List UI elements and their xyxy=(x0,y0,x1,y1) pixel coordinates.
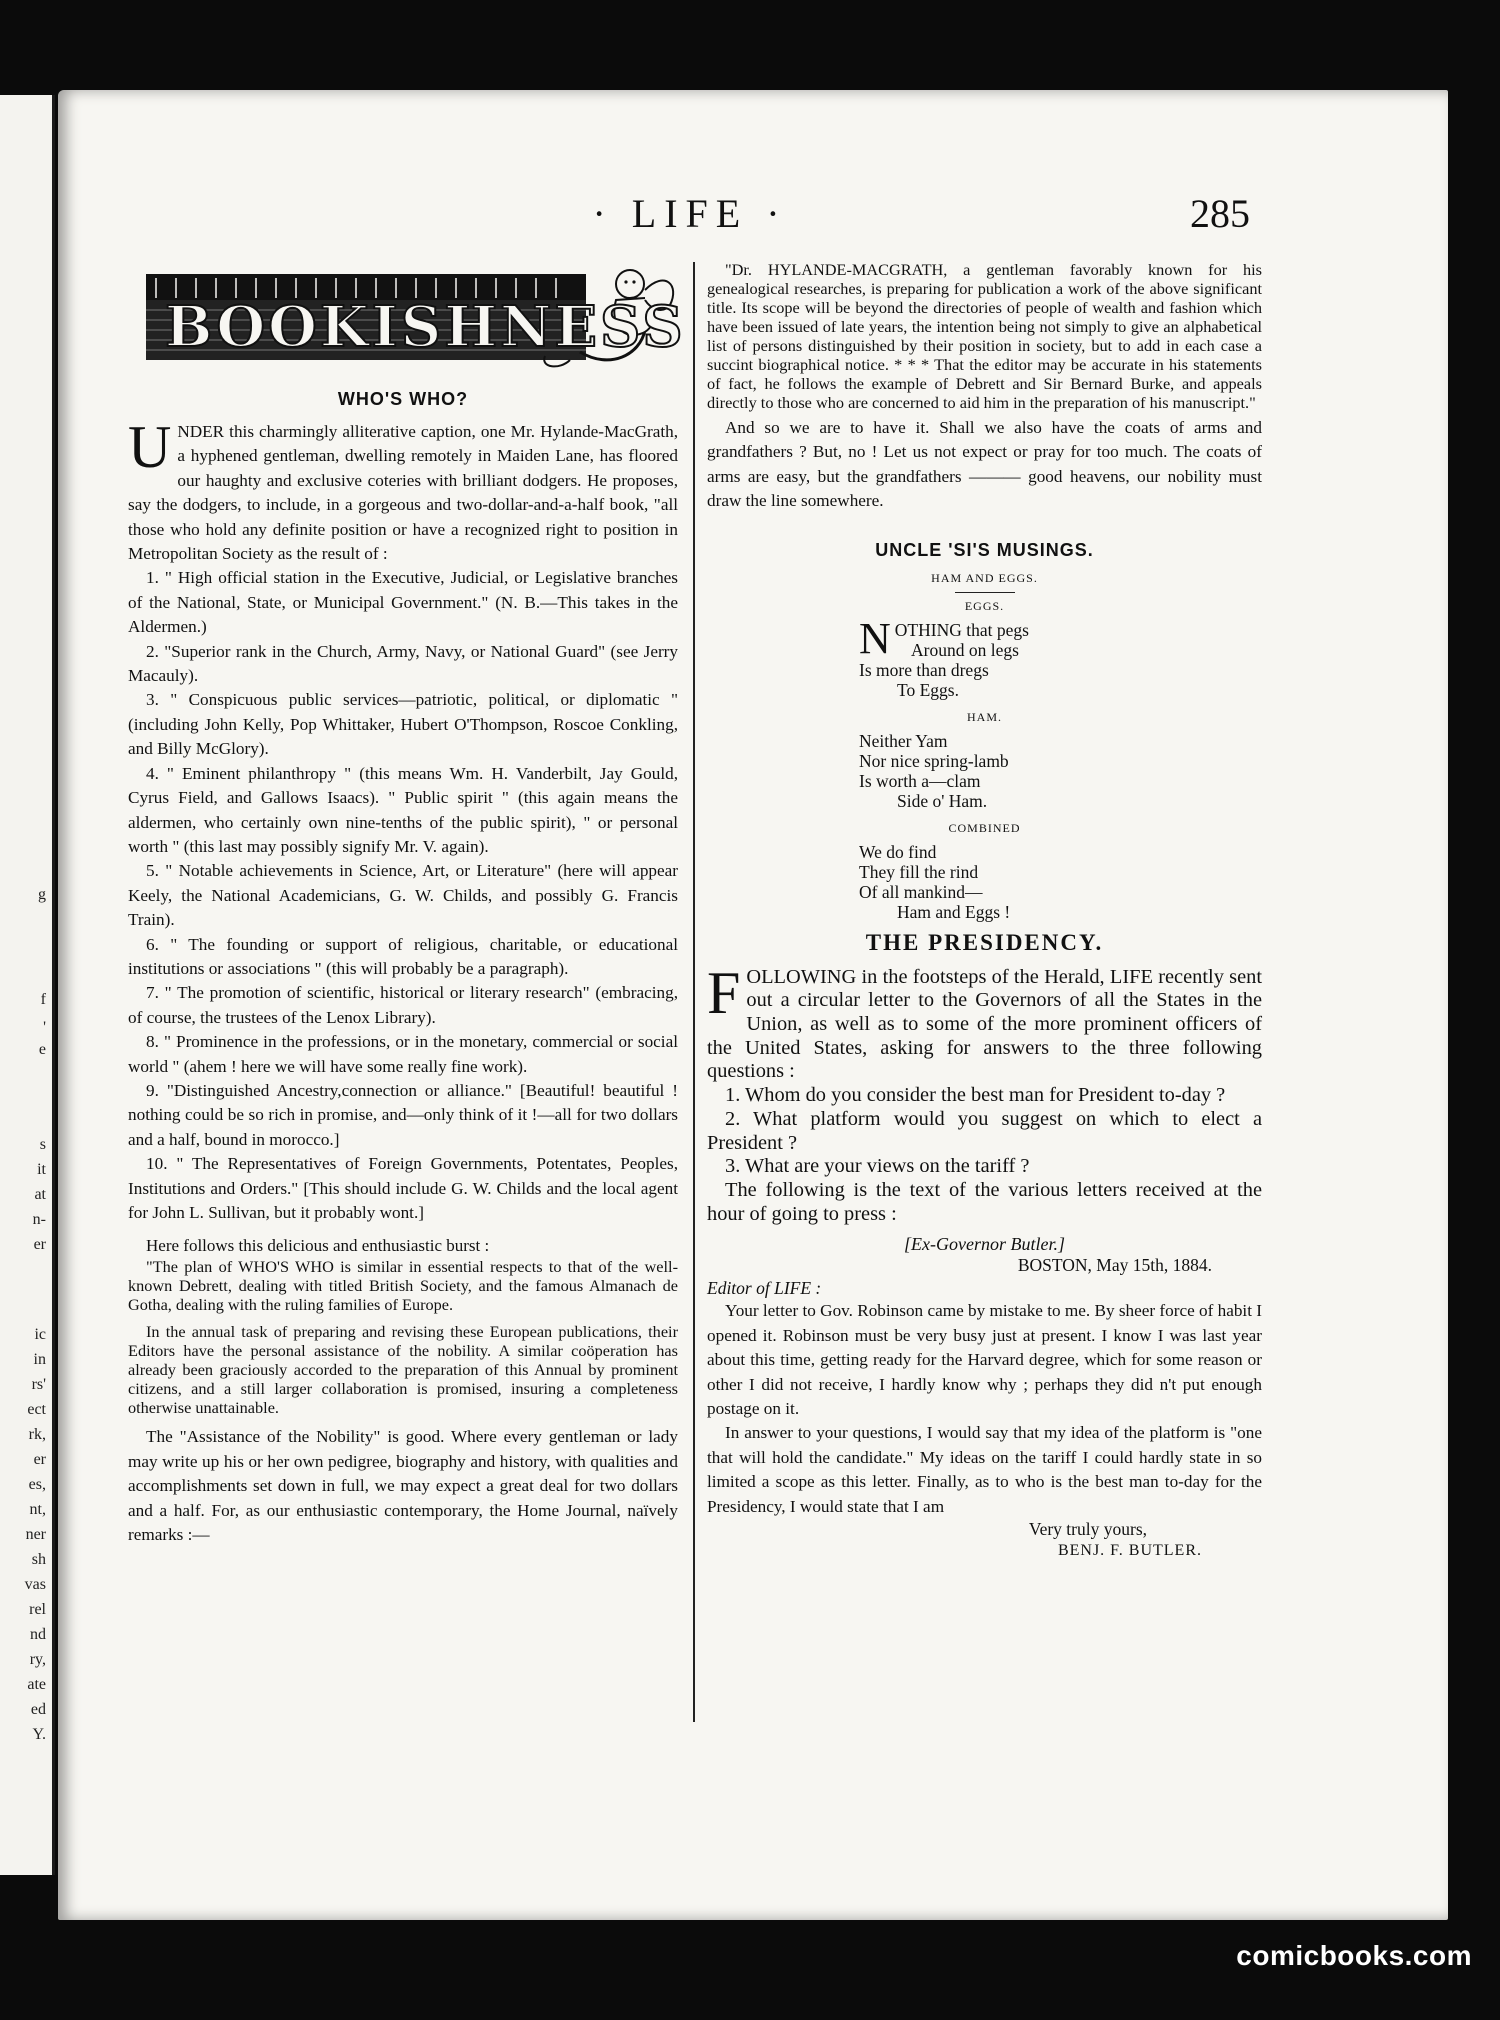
watermark: comicbooks.com xyxy=(1236,1940,1472,1971)
list-item: 8. " Prominence in the professions, or in the monetary, commercial or social world " (ahem ! here we will have some really fine work). xyxy=(128,1032,678,1076)
list-item: 1. " High official station in the Executive, Judicial, or Legislative branches of the National, State, or Municipal Government." (N. B.—This takes in the Aldermen.) xyxy=(128,568,678,637)
whos-who-article xyxy=(128,414,678,1225)
right-column xyxy=(707,260,1262,1560)
eggs-heading: EGGS. xyxy=(964,598,1005,613)
adjacent-page-fragment: ect xyxy=(27,1401,46,1418)
adjacent-page-fragment: vas xyxy=(24,1576,46,1593)
drop-cap: N xyxy=(859,613,891,663)
masthead: · LIFE · xyxy=(592,191,788,236)
list-item: 6. " The founding or support of religious, charitable, or educational institutions or associations " (this will probably be a paragraph). xyxy=(128,934,678,978)
drop-cap: U xyxy=(128,414,172,480)
following-paragraph: The following is the text of the various letters received at the hour of going to press : xyxy=(707,1178,1262,1225)
list-item: 4. " Eminent philanthropy " (this means Wm. H. Vanderbilt, Jay Gould, Cyrus Field, and Gallows Isaacs). " Public spirit " (this again means the aldermen, who certainly own nine-tenths of the public spirit), " or personal worth " (this last may possibly signify Mr. V. again). xyxy=(128,763,678,856)
adjacent-page-fragment: n- xyxy=(32,1211,46,1228)
musings-heading: UNCLE 'SI'S MUSINGS. xyxy=(875,539,1094,560)
closing-paragraph-block xyxy=(128,1425,678,1547)
letter-paragraph: In answer to your questions, I would say that my idea of the platform is "one that will hold the candidate." My ideas on the tariff I could hardly state in so limited a scope as this letter. Finally, as to who is the best man to-day for the Presidency, I would state that I am xyxy=(707,1423,1262,1516)
list-item: 5. " Notable achievements in Science, Art, or Literature" (here will appear Keely, the National Academicians, G. W. Childs, and possibly G. Francis Train). xyxy=(128,861,678,930)
adjacent-page-fragment: rs' xyxy=(31,1376,46,1393)
presidency-heading: THE PRESIDENCY. xyxy=(865,929,1104,955)
letter-dateline: BOSTON, May 15th, 1884. xyxy=(1017,1255,1212,1276)
question-item: 2. What platform would you suggest on which to elect a President ? xyxy=(707,1107,1262,1154)
quote-paragraph: In the annual task of preparing and revising these European publications, their Editors have the personal assistance of the nobility. A similar coöperation has already been graciously accorded to the preparation of this Annual by prominent citizens, and a still larger collaboration is promised, insuring a completeness otherwise unattainable. xyxy=(128,1322,678,1418)
adjacent-page-fragment: ry, xyxy=(29,1651,46,1668)
column-divider xyxy=(693,262,695,1722)
letter-attribution: [Ex-Governor Butler.] xyxy=(904,1234,1065,1255)
adjacent-page-edge xyxy=(0,95,55,1875)
adjacent-page-fragment: ate xyxy=(27,1676,46,1693)
adjacent-page-fragment: ed xyxy=(30,1701,46,1718)
left-column xyxy=(128,260,686,1547)
quote-paragraph: "Dr. HYLANDE-MACGRATH, a gentleman favorably known for his genealogical researches, is preparing for publication a work of the above significant title. Its scope will be beyond the directories of people of wealth and fashion which have been issued of late years, the intention being not simply to give an alphabetical list of persons distinguished by their position in society, but to add in each case a succint biographical notice. * * * That the editor may be accurate in his statements of fact, he follows the example of Debrett and Sir Bernard Burke, and appeals directly to those who are concerned to aid him in the preparation of his manuscript." xyxy=(707,260,1262,412)
list-item: 10. " The Representatives of Foreign Governments, Potentates, Peoples, Institutions and Orders." [This should include G. W. Childs and the local agent for John L. Sullivan, but it probably wont.] xyxy=(128,1154,678,1222)
letter-signature: BENJ. F. BUTLER. xyxy=(1057,1542,1202,1560)
letter-paragraph: Your letter to Gov. Robinson came by mistake to me. By sheer force of habit I opened it. Robinson must be very busy just at present. I know I was last year about this time, getting ready for the Harvard degree, which for some reason or other I did not receive, I hardly know why ; perhaps they did n't put enough postage on it. xyxy=(707,1301,1262,1418)
adjacent-page-fragment: nd xyxy=(30,1626,46,1643)
combined-heading: COMBINED xyxy=(948,820,1021,835)
adjacent-page-fragment: rk, xyxy=(28,1426,46,1443)
eggs-stanza: N OTHING that pegs Around on legs Is more than dregs To Eggs. xyxy=(859,613,1029,700)
adjacent-page-fragment: nt, xyxy=(29,1501,46,1518)
poem-title: HAM AND EGGS. xyxy=(931,570,1038,585)
adjacent-page-fragment: sh xyxy=(31,1551,46,1568)
quoted-prospectus xyxy=(128,1235,678,1417)
editorial-comment xyxy=(707,416,1262,514)
adjacent-page-fragment: g xyxy=(38,886,46,903)
presidency-intro: FOLLOWING in the footsteps of the Herald, LIFE recently sent out a circular letter to the Governors of all the States in the Union, as well as to some of the more prominent officers of the United States, asking for answers to the three following questions : xyxy=(707,959,1262,1083)
adjacent-page-fragment: at xyxy=(34,1186,46,1203)
adjacent-page-fragment: Y. xyxy=(32,1726,46,1743)
question-item: 1. Whom do you consider the best man for President to-day ? xyxy=(725,1084,1226,1107)
letter-closing: Very truly yours, xyxy=(1028,1519,1147,1540)
adjacent-page-fragment: er xyxy=(33,1451,46,1468)
prospectus-quote xyxy=(707,260,1262,412)
bookishness-banner xyxy=(140,260,686,375)
list-item: 3. " Conspicuous public services—patriotic, political, or diplomatic " (including John Kelly, Pop Whittaker, Hubert O'Thompson, Roscoe Conkling, and Billy McGlory). xyxy=(128,690,678,759)
adjacent-page-fragment: er xyxy=(33,1236,46,1253)
ham-heading: HAM. xyxy=(966,709,1002,724)
adjacent-page-fragment: rel xyxy=(29,1601,46,1618)
adjacent-page-fragment: it xyxy=(37,1161,46,1178)
adjacent-page-fragment: s xyxy=(39,1136,46,1153)
closing-paragraph: The "Assistance of the Nobility" is good. Where every gentleman or lady may write up his or her own pedigree, biography and history, with qualities and accomplishments set down in full, we may expect a great deal for two dollars and a half. For, as our enthusiastic contemporary, the Home Journal, naïvely remarks :— xyxy=(128,1427,678,1545)
rule-divider xyxy=(955,592,1015,593)
whos-who-heading: WHO'S WHO? xyxy=(337,389,469,409)
quote-paragraph: "The plan of WHO'S WHO is similar in essential respects to that of the well-known Debrett, dealing with titled British Society, and the famous Almanach de Gotha, dealing with the ruling families of Europe. xyxy=(128,1257,678,1315)
comment-paragraph: And so we are to have it. Shall we also have the coats of arms and grandfathers ? But, no ! Let us not expect or pray for too much. The coats of arms are easy, but the grandfathers ——— good heavens, our nobility must draw the line somewhere. xyxy=(707,418,1262,511)
drop-cap: F xyxy=(707,959,741,1026)
adjacent-page-fragment: ic xyxy=(34,1326,46,1343)
question-item: 3. What are your views on the tariff ? xyxy=(725,1155,1030,1178)
adjacent-page-fragment: ner xyxy=(25,1526,46,1543)
page-number: 285 xyxy=(1190,191,1250,236)
adjacent-page-fragment: ' xyxy=(43,1019,46,1036)
ham-stanza: Neither Yam Nor nice spring-lamb Is worth a—clam Side o' Ham. xyxy=(859,730,1009,811)
letter-salutation: Editor of LIFE : xyxy=(707,1278,822,1299)
combined-stanza: We do find They fill the rind Of all mankind— Ham and Eggs ! xyxy=(859,841,1011,922)
list-item: 9. "Distinguished Ancestry,connection or alliance." [Beautiful! beautiful ! nothing could be so rich in promise, and—only think of it !—all for two dollars and a half, bound in morocco.] xyxy=(128,1080,678,1149)
follows-line: Here follows this delicious and enthusiastic burst : xyxy=(146,1236,490,1256)
presidency-article xyxy=(707,959,1262,1227)
adjacent-page-fragment: e xyxy=(38,1041,46,1058)
adjacent-page-fragment: f xyxy=(40,991,46,1008)
intro-paragraph: UNDER this charmingly alliterative caption, one Mr. Hylande-MacGrath, a hyphened gentleman, dwelling remotely in Maiden Lane, has floored our haughty and exclusive coteries with brilliant dodgers. He proposes, say the dodgers, to include, in a gorgeous and two-dollar-and-a-half book, "all those who hold any definite position or have a recognized right to position in Metropolitan Society as the result of : xyxy=(128,414,678,564)
banner-title: BOOKISHNESS xyxy=(165,294,686,360)
butler-letter xyxy=(707,1299,1262,1519)
adjacent-page-fragment: es, xyxy=(28,1476,46,1493)
list-item: 7. " The promotion of scientific, historical or literary research" (embracing, of course, the trustees of the Lenox Library). xyxy=(128,983,678,1027)
adjacent-page-fragment: in xyxy=(33,1351,46,1368)
list-item: 2. "Superior rank in the Church, Army, Navy, or National Guard" (see Jerry Macauly). xyxy=(128,641,678,686)
